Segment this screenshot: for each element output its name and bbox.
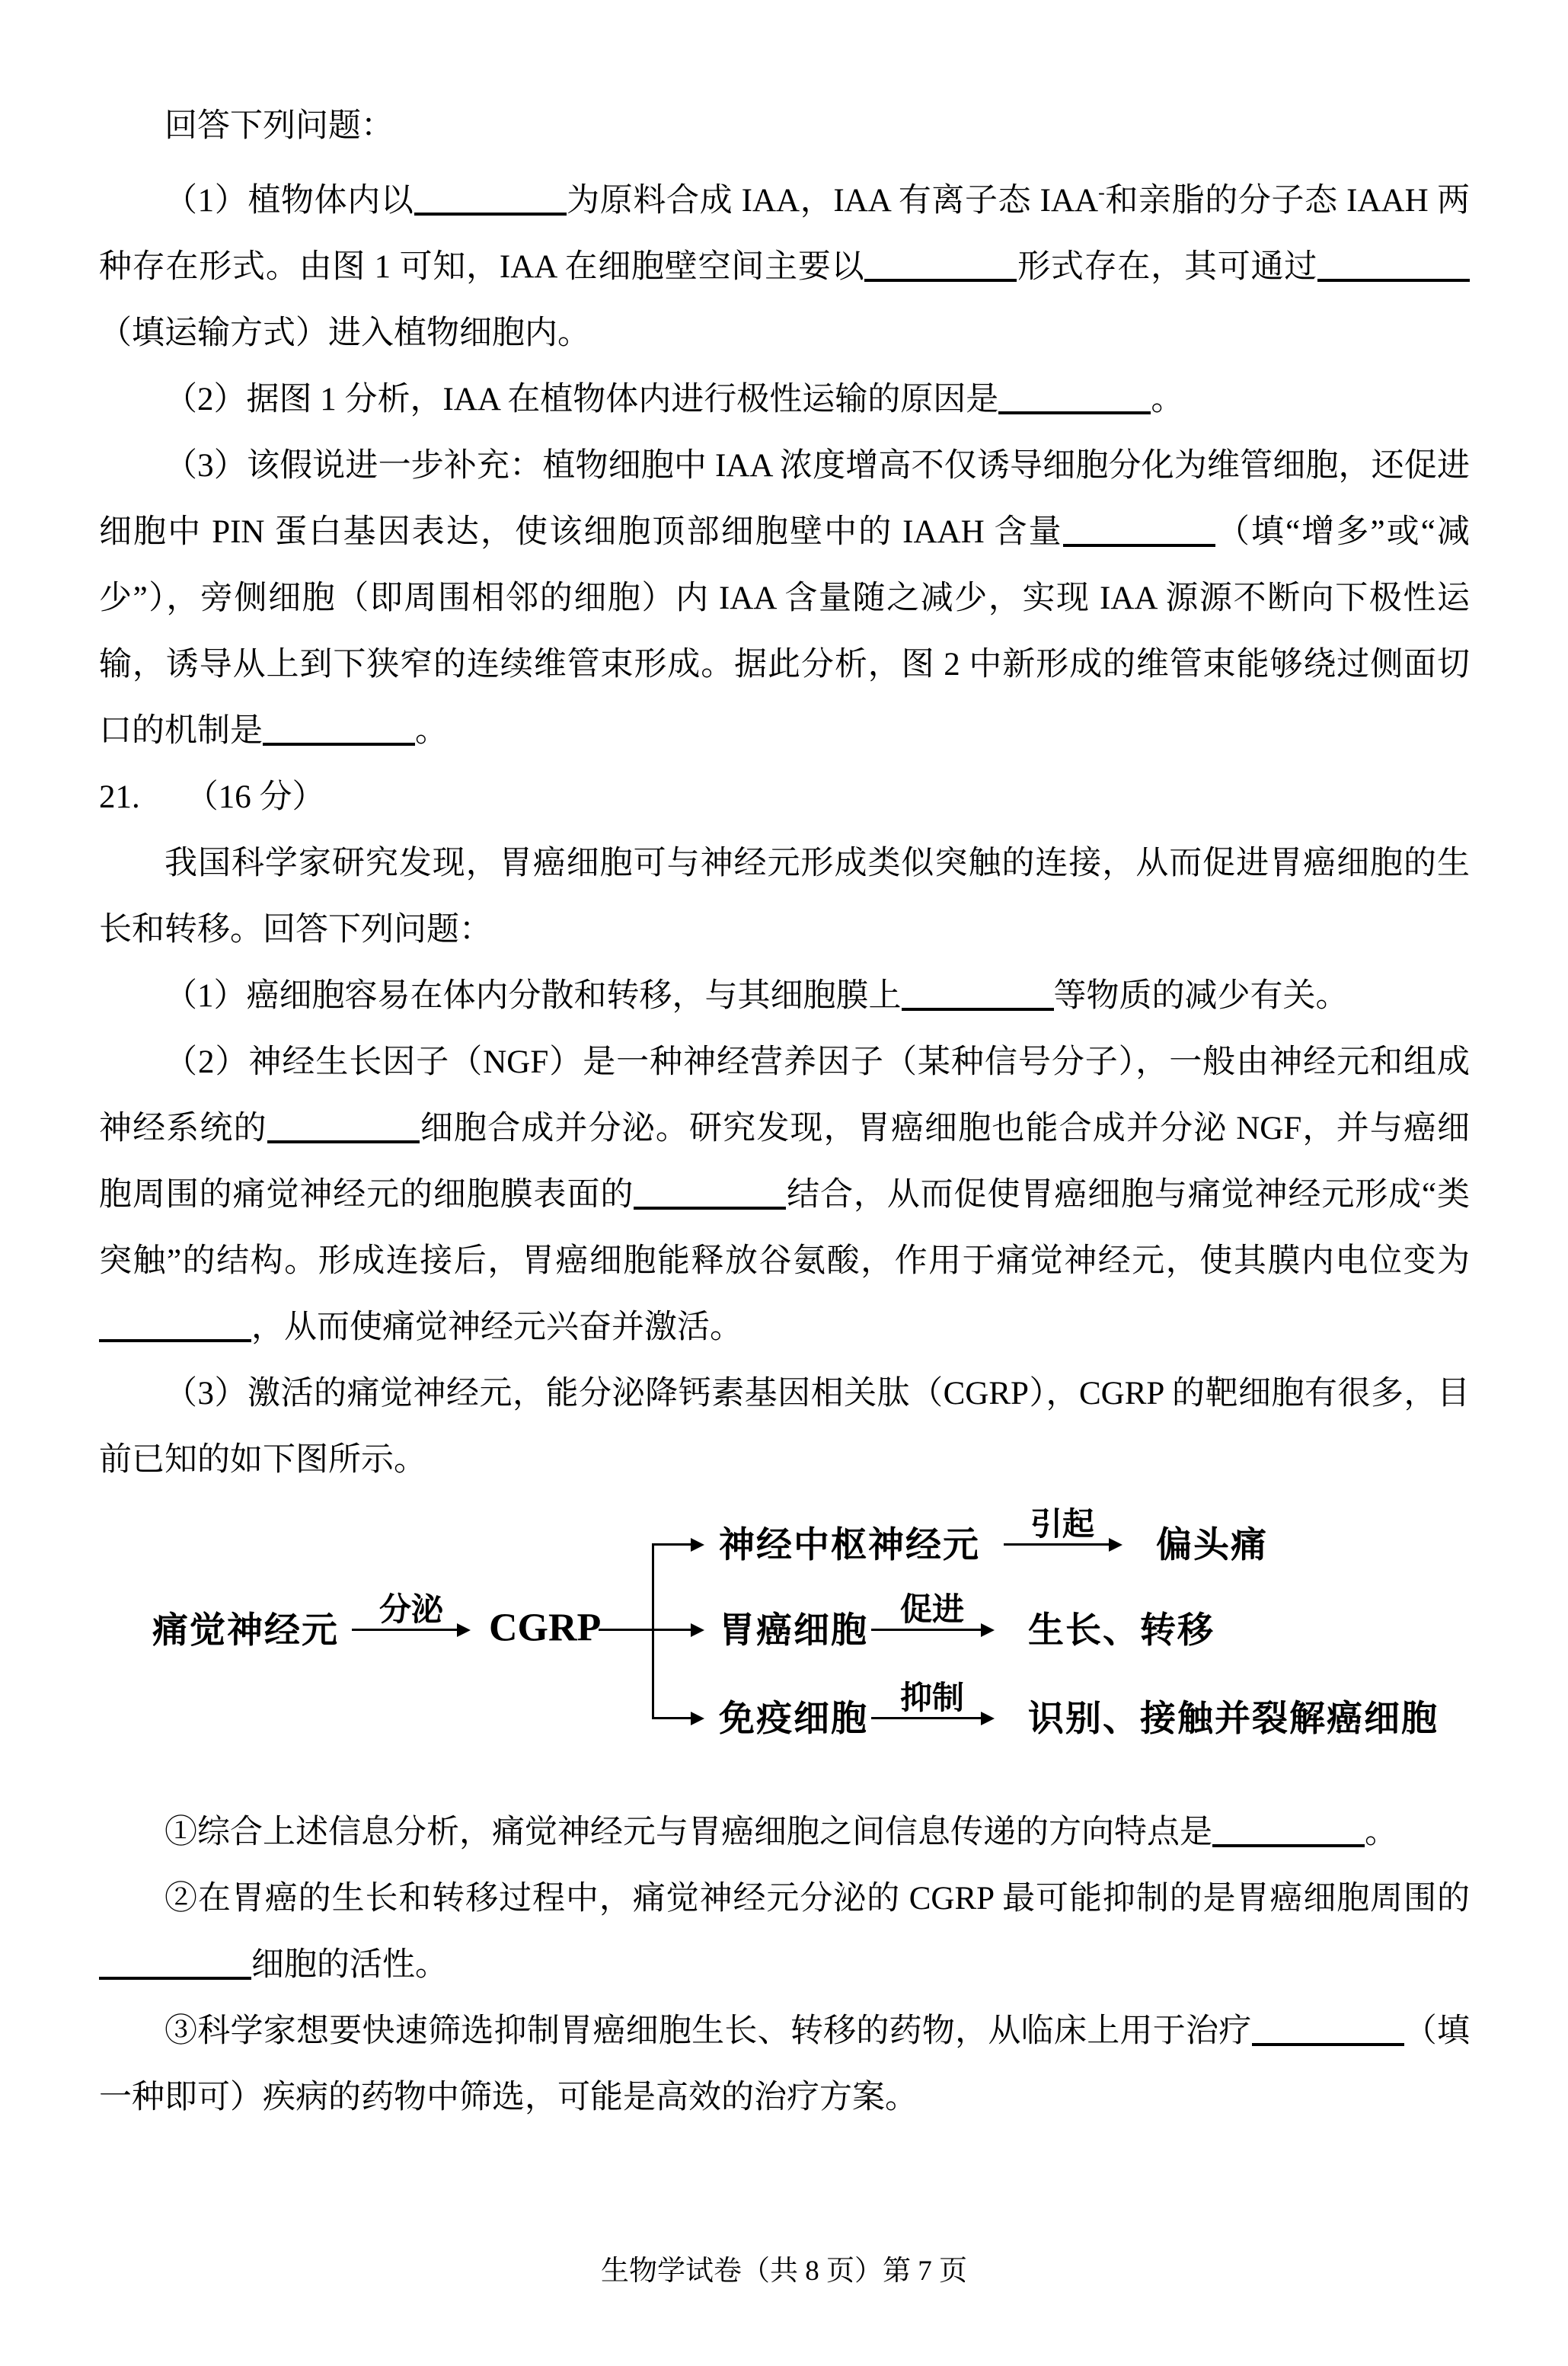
text-run: （填“增多”或“减少”），旁侧细胞（即周围相邻的细胞）内 IAA 含量随之减少，实现 IAA 源源不断向下极性运输，诱导从上到下狭窄的连续维管束形成。据此分析，图 2 中新形成的维管束能够绕过侧面切口的机制是 — [99, 514, 1470, 749]
diagram-node-migraine: 偏头痛 — [1156, 1526, 1268, 1566]
q20-part3 — [99, 433, 1470, 764]
q21-part1 — [99, 963, 1470, 1029]
answer-blank — [414, 190, 567, 216]
text-run: 为原料合成 IAA，IAA 有离子态 IAA — [566, 183, 1099, 219]
arrow-promote — [871, 1629, 992, 1631]
answer-blank — [998, 388, 1151, 414]
q20-intro — [99, 93, 1470, 159]
diagram-node-immune-cell: 免疫细胞 — [719, 1699, 868, 1740]
q21-heading — [99, 764, 1470, 830]
diagram-label-secrete: 分泌 — [378, 1593, 444, 1628]
answer-blank — [267, 1117, 420, 1143]
connector-line — [599, 1629, 652, 1631]
q20-part1 — [99, 159, 1470, 366]
q21-intro — [99, 830, 1470, 963]
diagram-label-inhibit: 抑制 — [899, 1681, 965, 1716]
answer-blank — [1317, 256, 1470, 282]
text-run: 我国科学家研究发现，胃癌细胞可与神经元形成类似突触的连接，从而促进胃癌细胞的生长和转移。回答下列问题： — [99, 846, 1470, 948]
diagram-label-cause: 引起 — [1030, 1508, 1095, 1543]
q21-sub3 — [99, 1998, 1470, 2131]
text-run: （2）据图 1 分析，IAA 在植物体内进行极性运输的原因是 — [164, 382, 999, 417]
answer-blank — [263, 720, 415, 746]
answer-blank — [99, 1954, 251, 1980]
text-run: （2）神经生长因子（NGF）是一种神经营养因子（某种信号分子），一般由神经元和组成神经系统的 — [99, 1044, 1470, 1146]
text-run: ，从而使痛觉神经元兴奋并激活。 — [251, 1309, 742, 1345]
text-run: 。 — [1151, 382, 1184, 417]
q21-part2 — [99, 1029, 1470, 1360]
text-run: ①综合上述信息分析，痛觉神经元与胃癌细胞之间信息传递的方向特点是 — [164, 1814, 1212, 1850]
question-number: 21. — [99, 779, 140, 815]
diagram-label-promote: 促进 — [899, 1593, 965, 1628]
text-run: 等物质的减少有关。 — [1053, 978, 1349, 1014]
text-run: （3）激活的痛觉神经元，能分泌降钙素基因相关肽（CGRP），CGRP 的靶细胞有很多，目前已知的如下图所示。 — [99, 1376, 1470, 1478]
arrow-cause — [1004, 1543, 1119, 1546]
answer-blank — [1252, 2020, 1404, 2046]
branch-arrow-1 — [654, 1543, 701, 1546]
answer-blank — [99, 1316, 251, 1342]
text-run: 形式存在，其可通过 — [1017, 249, 1317, 285]
text-run: 。 — [1365, 1814, 1397, 1850]
text-run: 结合，从而促使胃癌细胞与痛觉神经元形成“类突触”的结构。形成连接后，胃癌细胞能释放谷氨酸，作用于痛觉神经元，使其膜内电位变为 — [99, 1177, 1470, 1279]
q21-sub1 — [99, 1799, 1470, 1866]
diagram-node-lyse-cancer-cell: 识别、接触并裂解癌细胞 — [1028, 1699, 1439, 1740]
superscript-minus: - — [1098, 181, 1105, 203]
text-run: （1）癌细胞容易在体内分散和转移，与其细胞膜上 — [164, 978, 902, 1014]
branch-arrow-2 — [654, 1629, 701, 1631]
diagram-node-gastric-cancer-cell: 胃癌细胞 — [719, 1611, 868, 1651]
q20-part2 — [99, 366, 1470, 433]
text-run: （填运输方式）进入植物细胞内。 — [99, 315, 590, 351]
text-run: ③科学家想要快速筛选抑制胃癌细胞生长、转移的药物，从临床上用于治疗 — [164, 2013, 1252, 2049]
branch-arrow-3 — [654, 1717, 701, 1719]
q21-sub2 — [99, 1866, 1470, 1998]
answer-blank — [864, 256, 1017, 282]
answer-blank — [1212, 1821, 1365, 1847]
text-run: （3）该假说进一步补充：植物细胞中 IAA 浓度增高不仅诱导细胞分化为维管细胞，还促进细胞中 PIN 蛋白基因表达，使该细胞顶部细胞壁中的 IAAH 含量 — [99, 448, 1470, 550]
q21-part3 — [99, 1360, 1470, 1493]
diagram-node-cns-neuron: 神经中枢神经元 — [719, 1526, 980, 1566]
answer-blank — [902, 985, 1054, 1011]
arrow-inhibit — [871, 1717, 992, 1719]
text-run: 细胞的活性。 — [251, 1947, 448, 1983]
footer-text: 生物学试卷（共 8 页）第 7 页 — [601, 2256, 967, 2287]
text-run: （1）植物体内以 — [164, 183, 414, 219]
diagram-node-growth-metastasis: 生长、转移 — [1028, 1611, 1215, 1651]
question-score: （16 分） — [185, 779, 325, 815]
diagram-node-cgrp: CGRP — [489, 1606, 602, 1650]
page-content — [99, 93, 1470, 2131]
answer-blank — [634, 1184, 786, 1210]
arrow-secrete — [352, 1629, 468, 1631]
text-run: 回答下列问题： — [164, 108, 394, 144]
text-run: 。 — [415, 713, 448, 749]
cgrp-flow-diagram — [99, 1499, 1470, 1767]
text-run: 细胞合成并分泌。研究发现，胃癌细胞也能合成并分泌 NGF，并与癌细胞周围的痛觉神经元的细胞膜表面的 — [99, 1111, 1470, 1213]
answer-blank — [1063, 521, 1215, 547]
branch-trunk-line — [652, 1543, 654, 1719]
text-run: ②在胃癌的生长和转移过程中，痛觉神经元分泌的 CGRP 最可能抑制的是胃癌细胞周围的 — [164, 1881, 1470, 1917]
text-run: 和亲脂的分子态 IAAH 两种存在形式。由图 1 可知，IAA 在细胞壁空间主要以 — [99, 183, 1470, 285]
page-footer — [0, 2247, 1568, 2288]
diagram-node-pain-neuron: 痛觉神经元 — [152, 1611, 339, 1651]
text-run: （填一种即可）疾病的药物中筛选，可能是高效的治疗方案。 — [99, 2013, 1471, 2115]
